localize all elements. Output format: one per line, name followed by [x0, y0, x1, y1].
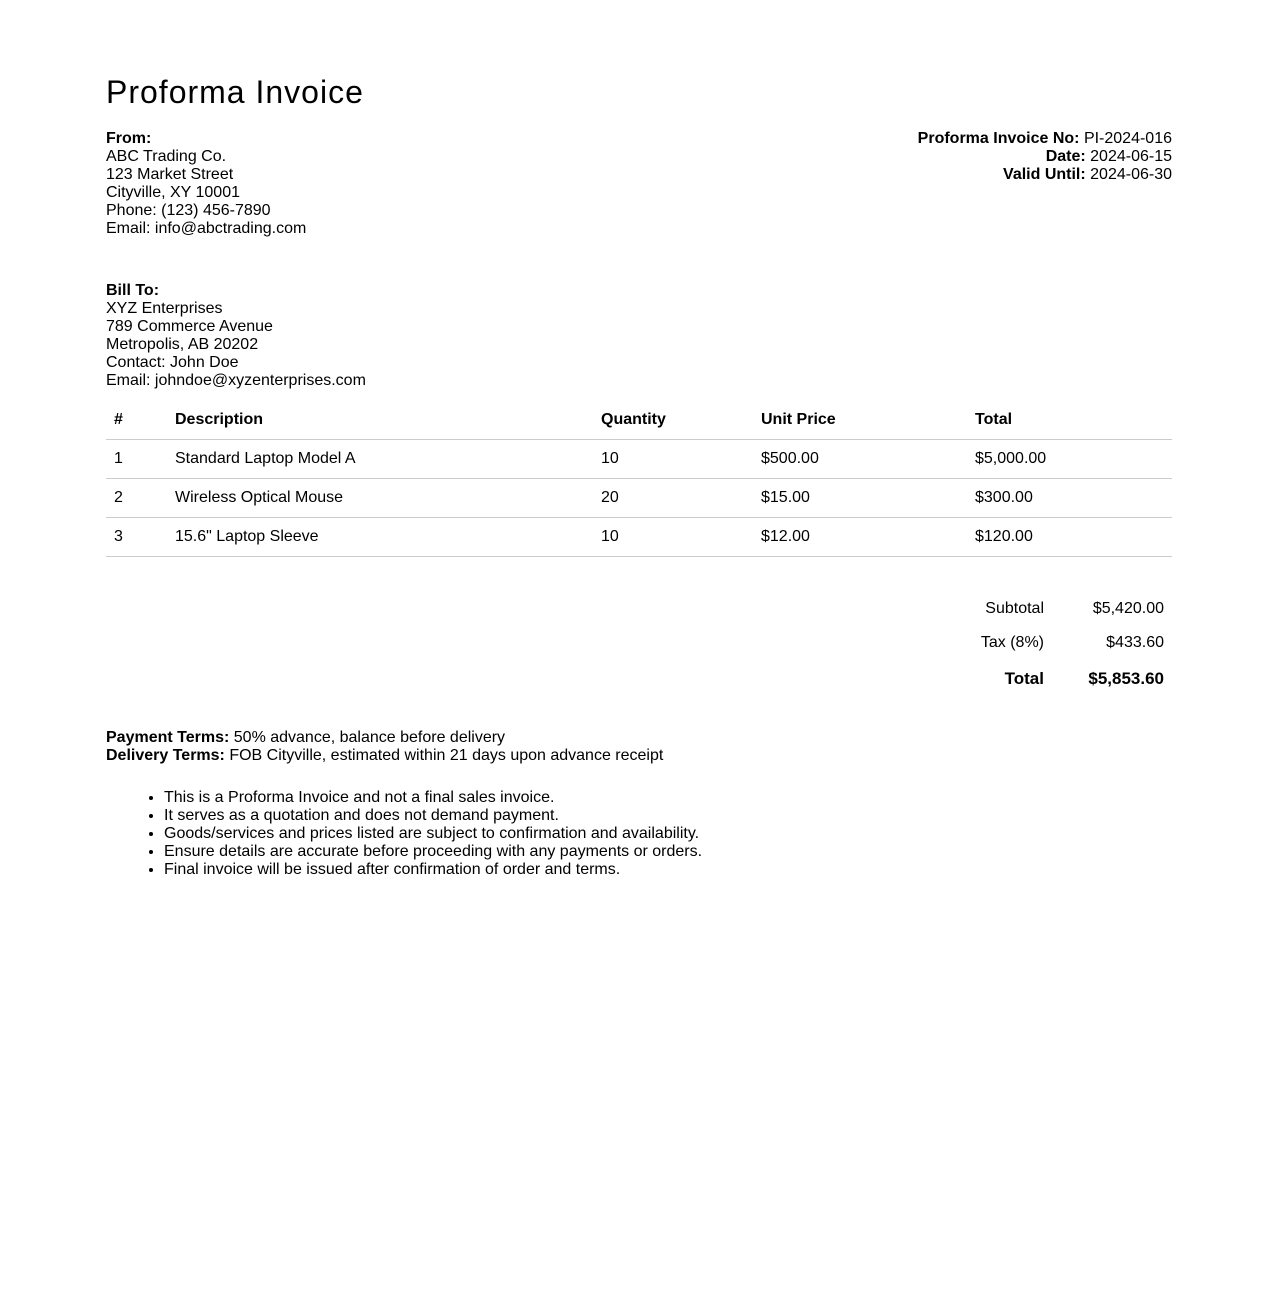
row-quantity: 10: [589, 440, 749, 479]
from-label: From:: [106, 130, 152, 147]
from-email: Email: info@abctrading.com: [106, 220, 307, 237]
row-unit-price: $12.00: [749, 518, 963, 557]
table-header-row: [106, 400, 1172, 440]
invoice-date-value: 2024-06-15: [1090, 148, 1172, 165]
row-total: $5,000.00: [963, 440, 1172, 479]
row-number: 1: [106, 440, 163, 479]
row-quantity: 10: [589, 518, 749, 557]
bill-to-city: Metropolis, AB 20202: [106, 336, 259, 353]
delivery-terms: [106, 747, 663, 765]
row-number: 2: [106, 479, 163, 518]
list-item: • Goods/services and prices listed are subject to confirmation and availability.: [164, 825, 702, 843]
tax-label: Tax (8%): [980, 634, 1044, 651]
row-unit-price: $500.00: [749, 440, 963, 479]
subtotal-label: Subtotal: [985, 600, 1044, 617]
invoice-meta: [918, 130, 1172, 184]
from-phone: Phone: (123) 456-7890: [106, 202, 271, 219]
bill-to-email: Email: johndoe@xyzenterprises.com: [106, 372, 366, 389]
header-number: #: [106, 400, 163, 440]
list-item: • Ensure details are accurate before proceeding with any payments or orders.: [164, 843, 702, 861]
table-row: [106, 518, 1172, 557]
notes-list: [106, 789, 702, 879]
table-row: [106, 479, 1172, 518]
bill-to-address: [106, 282, 366, 390]
invoice-valid-until: [918, 166, 1172, 184]
page-title: Proforma Invoice: [106, 74, 364, 110]
list-item: • It serves as a quotation and does not demand payment.: [164, 807, 702, 825]
header-unit-price: Unit Price: [749, 400, 963, 440]
bill-to-label: Bill To:: [106, 282, 160, 299]
subtotal-value: $5,420.00: [1092, 600, 1164, 617]
payment-terms-value: 50% advance, balance before delivery: [233, 729, 506, 746]
tax-value: $433.60: [1106, 634, 1164, 651]
row-description: Standard Laptop Model A: [163, 440, 589, 479]
header-quantity: Quantity: [589, 400, 749, 440]
header-total: Total: [963, 400, 1172, 440]
invoice-number-value: PI-2024-016: [1083, 130, 1172, 147]
row-description: Wireless Optical Mouse: [163, 479, 589, 518]
subtotal-row: [904, 592, 1164, 626]
grand-total-label: Total: [1004, 669, 1044, 688]
row-quantity: 20: [589, 479, 749, 518]
line-items-table: [106, 400, 1172, 557]
grand-total-row: [904, 660, 1164, 698]
row-unit-price: $15.00: [749, 479, 963, 518]
payment-terms-label: Payment Terms:: [106, 729, 230, 746]
from-city: Cityville, XY 10001: [106, 184, 240, 201]
valid-until-value: 2024-06-30: [1090, 166, 1172, 183]
totals-summary: [904, 592, 1164, 698]
row-total: $300.00: [963, 479, 1172, 518]
list-item: • This is a Proforma Invoice and not a final sales invoice.: [164, 789, 702, 807]
row-description: 15.6" Laptop Sleeve: [163, 518, 589, 557]
invoice-date: [918, 148, 1172, 166]
invoice-number: [918, 130, 1172, 148]
from-name: ABC Trading Co.: [106, 148, 227, 165]
terms-section: [106, 729, 663, 765]
payment-terms: [106, 729, 663, 747]
row-number: 3: [106, 518, 163, 557]
row-total: $120.00: [963, 518, 1172, 557]
tax-row: [904, 626, 1164, 660]
bill-to-name: XYZ Enterprises: [106, 300, 223, 317]
valid-until-label: Valid Until:: [1003, 166, 1086, 183]
invoice-number-label: Proforma Invoice No:: [917, 130, 1080, 147]
delivery-terms-label: Delivery Terms:: [106, 747, 225, 764]
grand-total-value: $5,853.60: [1088, 669, 1164, 688]
bill-to-contact: Contact: John Doe: [106, 354, 239, 371]
from-street: 123 Market Street: [106, 166, 234, 183]
bill-to-street: 789 Commerce Avenue: [106, 318, 273, 335]
delivery-terms-value: FOB Cityville, estimated within 21 days upon advance receipt: [229, 747, 664, 764]
header-description: Description: [163, 400, 589, 440]
list-item: • Final invoice will be issued after confirmation of order and terms.: [164, 861, 702, 879]
from-address: [106, 130, 306, 238]
invoice-date-label: Date:: [1045, 148, 1086, 165]
table-row: [106, 440, 1172, 479]
